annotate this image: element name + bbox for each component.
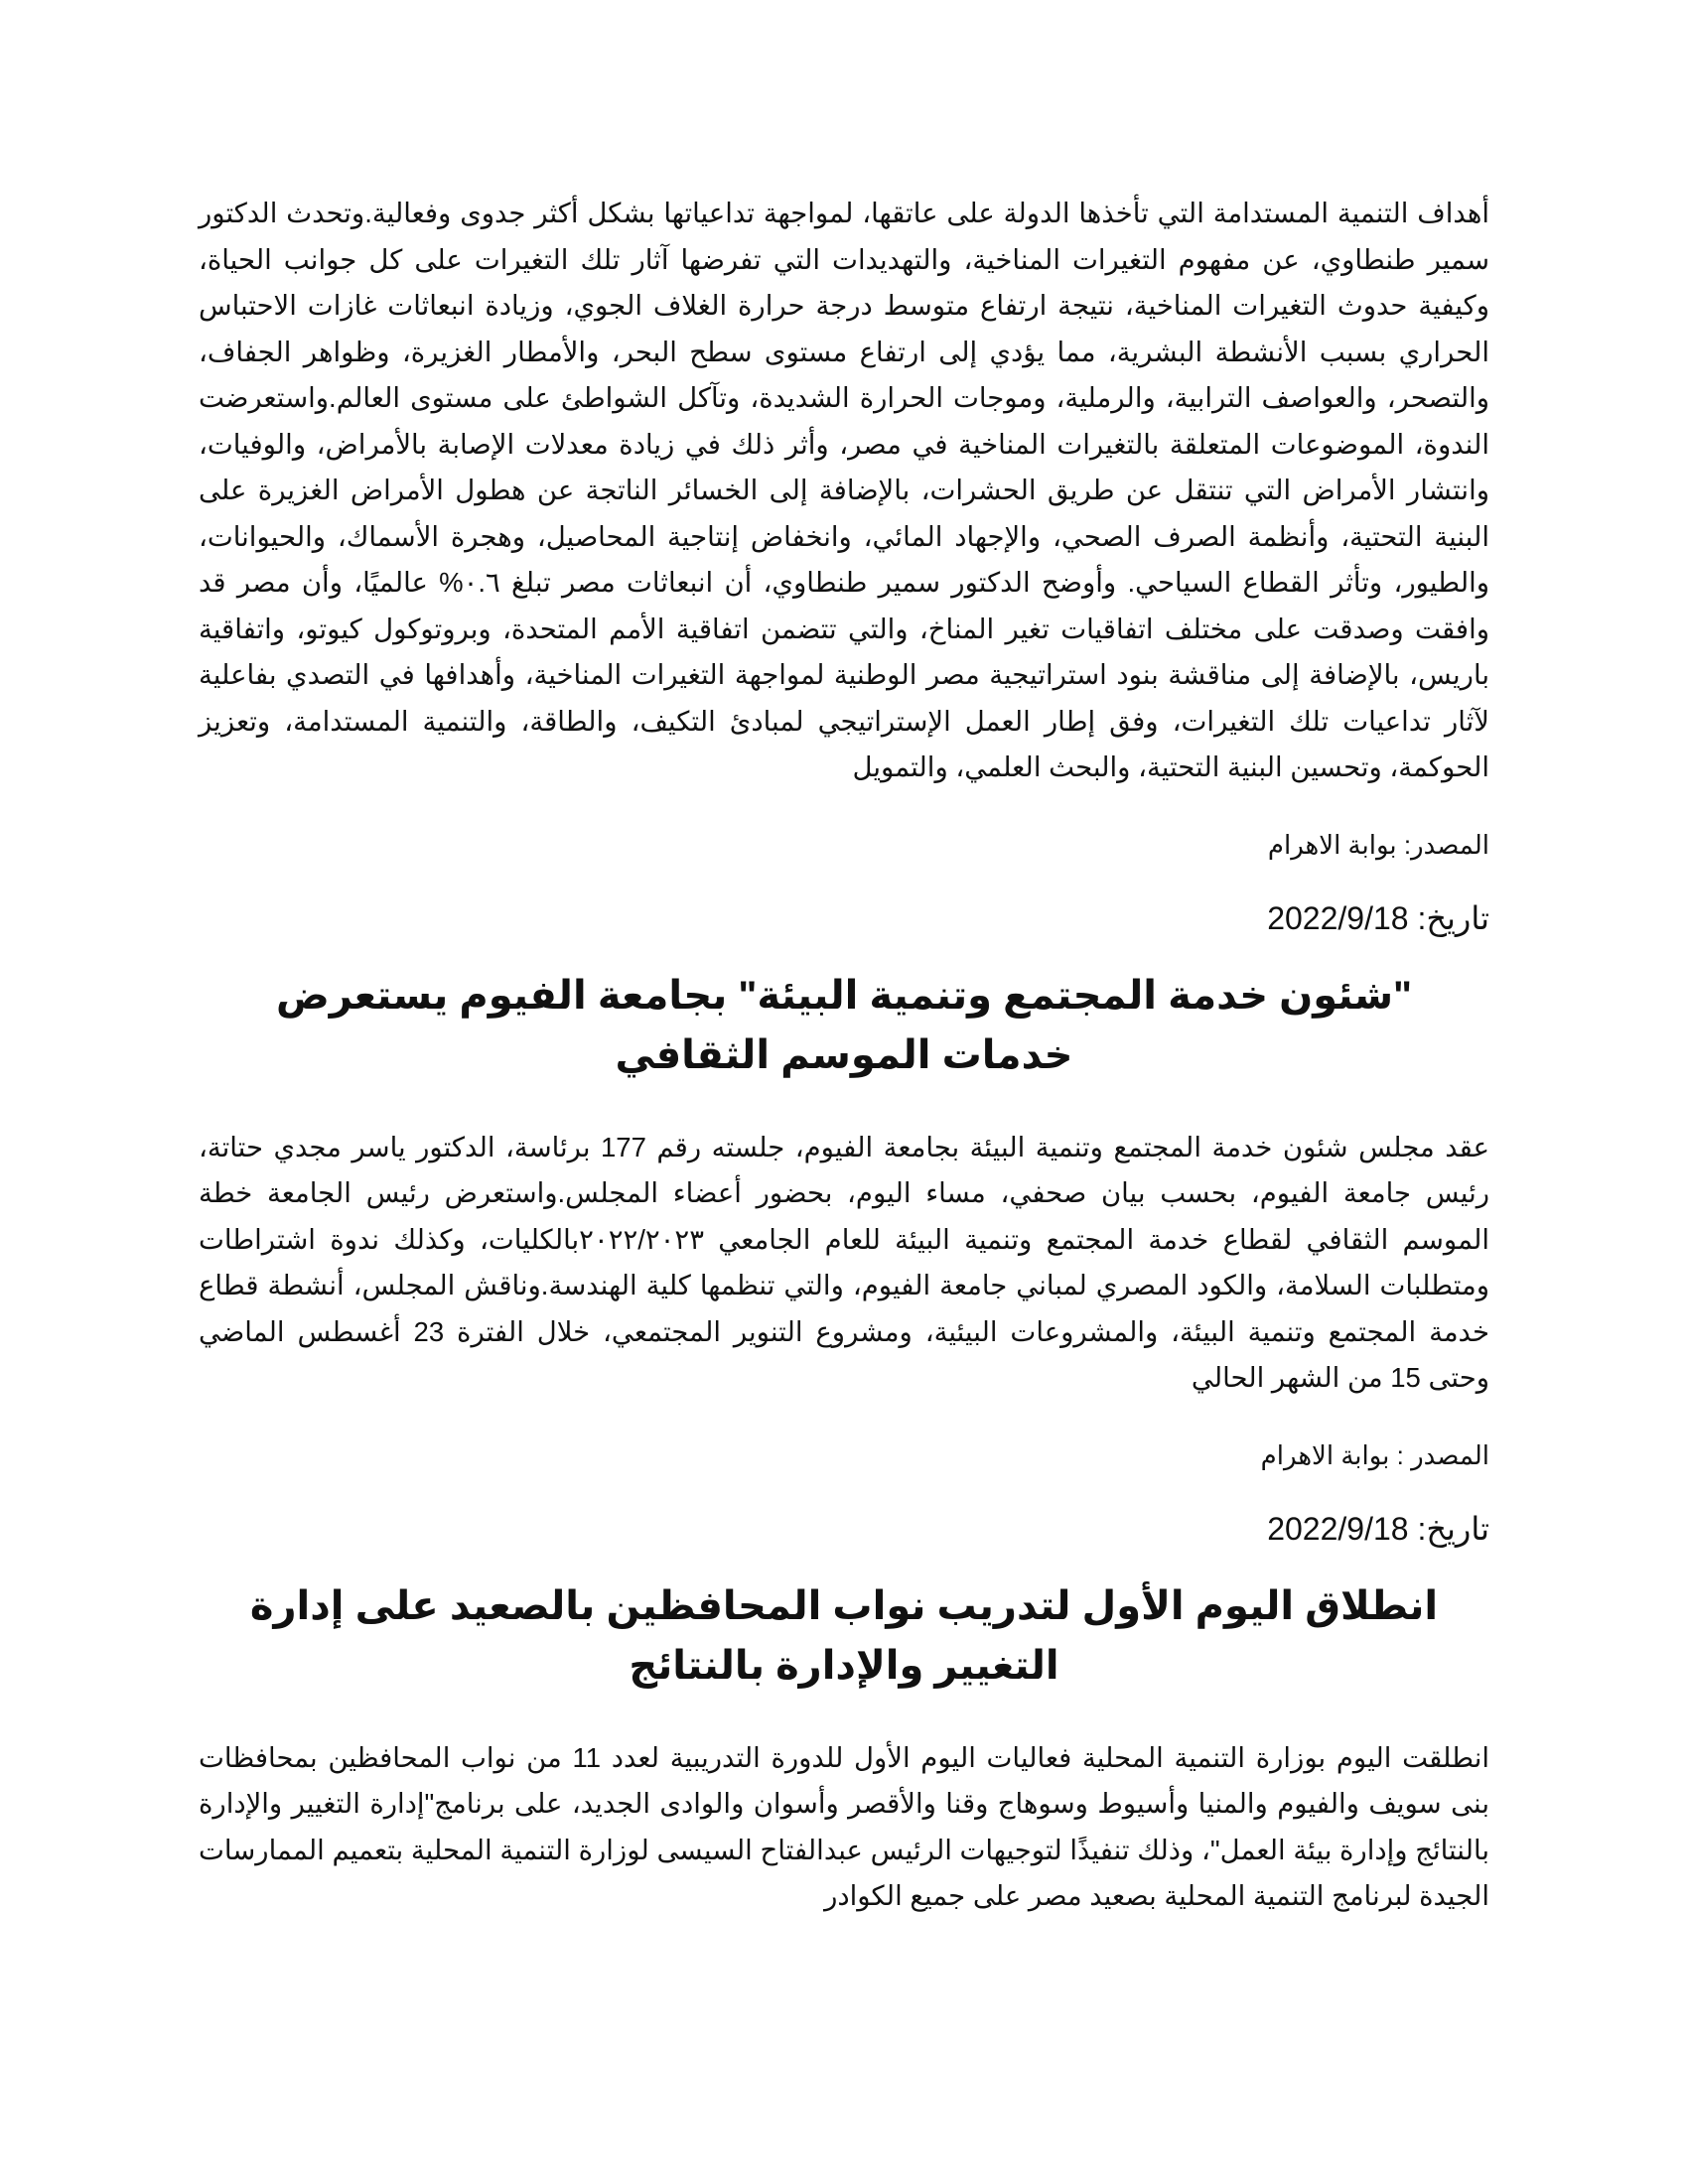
article-date: تاريخ: 2022/9/18 <box>1267 1510 1489 1547</box>
article-date: تاريخ: 2022/9/18 <box>1267 899 1489 936</box>
article-source: المصدر : بوابة الاهرام <box>1260 1439 1489 1470</box>
article-body: أهداف التنمية المستدامة التي تأخذها الدولة على عاتقها، لمواجهة تداعياتها بشكل أكثر جدوى وفعالية.وتحدث الدكتور سمير طنطاوي، عن مفهوم التغيرات المناخية، والتهديدات التي تفرضها آثار تلك التغيرات على كل جوانب الحياة، وكيفية حدوث التغيرات المناخية، نتيجة ارتفاع متوسط درجة حرارة الغلاف الجوي، وزيادة انبعاثات غازات الاحتباس الحراري بسبب الأنشطة البشرية، مما يؤدي إلى ارتفاع مستوى سطح البحر، والأمطار الغزيرة، وظواهر الجفاف، والتصحر، والعواصف الترابية، والرملية، وموجات الحرارة الشديدة، وتآكل الشواطئ على مستوى العالم.واستعرضت الندوة، الموضوعات المتعلقة بالتغيرات المناخية في مصر، وأثر ذلك في زيادة معدلات الإصابة بالأمراض، والوفيات، وانتشار الأمراض التي تنتقل عن طريق الحشرات، بالإضافة إلى الخسائر الناتجة عن هطول الأمراض الغزيرة على البنية التحتية، وأنظمة الصرف الصحي، والإجهاد المائي، وانخفاض إنتاجية المحاصيل، وهجرة الأسماك، والحيوانات، والطيور، وتأثر القطاع السياحي. وأوضح الدكتور سمير طنطاوي، أن انبعاثات مصر تبلغ ٠.٦% عالميًا، وأن مصر قد وافقت وصدقت على مختلف اتفاقيات تغير المناخ، والتي تتضمن اتفاقية الأمم المتحدة، وبروتوكول كيوتو، واتفاقية باريس، بالإضافة إلى مناقشة بنود استراتيجية مصر الوطنية لمواجهة التغيرات المناخية، وأهدافها في التصدي بفاعلية لآثار تداعيات تلك التغيرات، وفق إطار العمل الإستراتيجي لمبادئ التكيف، والطاقة، والتنمية المستدامة، وتعزيز الحوكمة، وتحسين البنية التحتية، والبحث العلمي، والتمويل <box>199 198 1489 782</box>
article-fayoum-university <box>199 966 1489 1551</box>
article-governors-training <box>199 1576 1489 1920</box>
article-headline: انطلاق اليوم الأول لتدريب نواب المحافظين بالصعيد على إدارة التغيير والإدارة بالنتائج <box>249 1583 1439 1688</box>
article-source: المصدر: بوابة الاهرام <box>1267 829 1489 860</box>
document-content <box>199 191 1489 1920</box>
article-body: عقد مجلس شئون خدمة المجتمع وتنمية البيئة بجامعة الفيوم، جلسته رقم 177 برئاسة، الدكتور ياسر مجدي حتاتة، رئيس جامعة الفيوم، بحسب بيان صحفي، مساء اليوم، بحضور أعضاء المجلس.واستعرض رئيس الجامعة خطة الموسم الثقافي لقطاع خدمة المجتمع وتنمية البيئة للعام الجامعي ٢٠٢٢/٢٠٢٣بالكليات، وكذلك ندوة اشتراطات ومتطلبات السلامة، والكود المصري لمباني جامعة الفيوم، والتي تنظمها كلية الهندسة.وناقش المجلس، أنشطة قطاع خدمة المجتمع وتنمية البيئة، والمشروعات البيئية، ومشروع التنوير المجتمعي، خلال الفترة 23 أغسطس الماضي وحتى 15 من الشهر الحالي <box>199 1131 1490 1393</box>
article-headline: "شئون خدمة المجتمع وتنمية البيئة" بجامعة الفيوم يستعرض خدمات الموسم الثقافي <box>275 973 1413 1077</box>
article-climate-seminar <box>199 191 1489 940</box>
article-body: انطلقت اليوم بوزارة التنمية المحلية فعاليات اليوم الأول للدورة التدريبية لعدد 11 من نواب المحافظين بمحافظات بنى سويف والفيوم والمنيا وأسيوط وسوهاج وقنا والأقصر وأسوان والوادى الجديد، على برنامج"إدارة التغيير والإدارة بالنتائج وإدارة بيئة العمل"، وذلك تنفيذًا لتوجيهات الرئيس عبدالفتاح السيسى لوزارة التنمية المحلية بتعميم الممارسات الجيدة لبرنامج التنمية المحلية بصعيد مصر على جميع الكوادر <box>199 1741 1489 1911</box>
